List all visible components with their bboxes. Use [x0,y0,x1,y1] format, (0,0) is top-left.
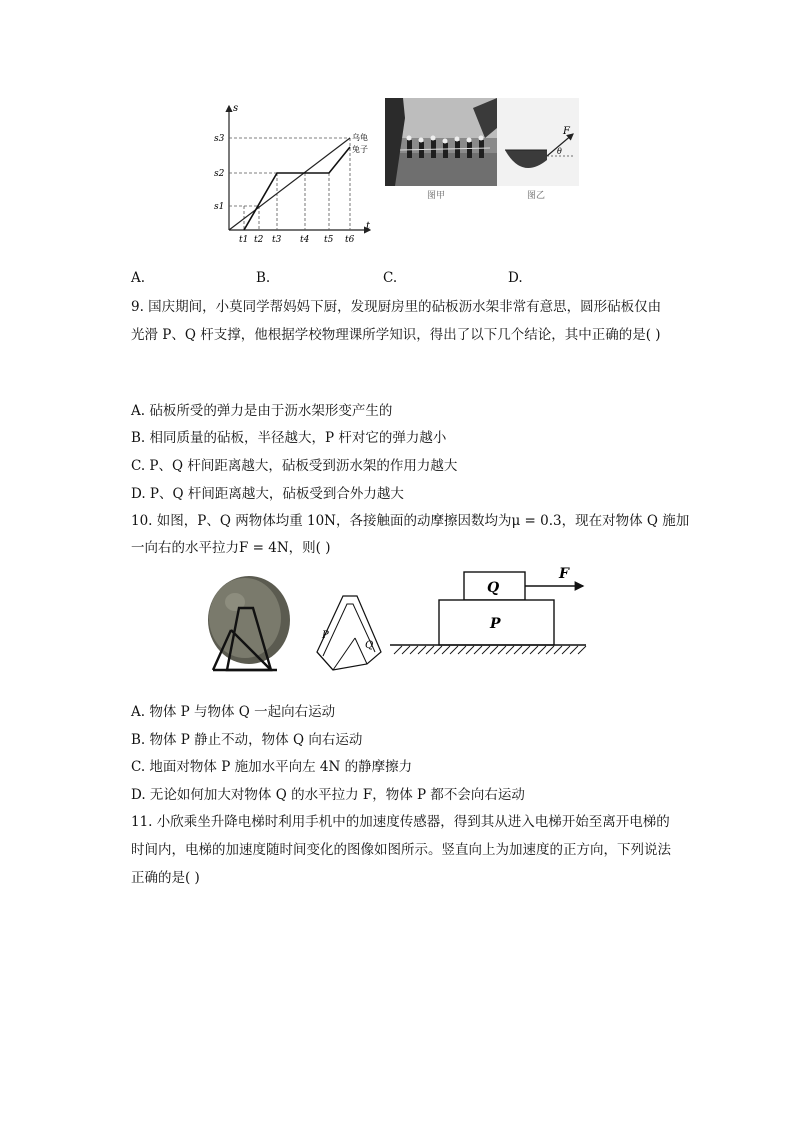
block-q-label: Q [487,580,500,596]
blocks-figure [388,562,588,662]
label-theta: θ [557,147,562,156]
q10-option-c: C. 地面对物体 P 施加水平向左 4N 的静摩擦力 [131,759,413,775]
tick-s2: s2 [214,169,225,179]
st-graph [212,100,382,248]
caption-jia: 图甲 [427,191,446,201]
board-rack-photo [205,572,297,674]
tick-s1: s1 [214,202,225,212]
tick-t1: t1 [239,235,249,245]
force-label: F [559,566,569,582]
tug-of-war-photo [385,98,497,204]
rack-label-p: P [322,630,329,641]
q11-stem-line2: 时间内，电梯的加速度随时间变化的图像如图所示。竖直向上为加速度的正方向，下列说法 [131,842,671,858]
q9-stem-line1: 9. 国庆期间，小莫同学帮妈妈下厨，发现厨房里的砧板沥水架非常有意思，圆形砧板仅由 [131,299,662,315]
st-axis-t: t [366,221,371,232]
q8-option-b: B. [256,270,271,286]
rabbit-line [244,147,350,230]
legend-turtle: 乌龟 [352,133,368,142]
q10-option-a: A. 物体 P 与物体 Q 一起向右运动 [131,704,336,720]
rack-sketch [313,594,385,672]
tick-t4: t4 [300,235,310,245]
turtle-line [229,138,350,230]
caption-yi: 图乙 [527,191,546,201]
q8-option-c: C. [383,270,398,286]
q10-option-d: D. 无论如何加大对物体 Q 的水平拉力 F，物体 P 都不会向右运动 [131,787,525,803]
tick-s3: s3 [214,134,225,144]
tick-t5: t5 [324,235,334,245]
st-axis-s: s [233,103,239,114]
pan-figure [497,98,579,204]
tick-t3: t3 [272,235,282,245]
rack-label-q: Q [365,640,374,651]
q9-option-d: D. P、Q 杆间距离越大，砧板受到合外力越大 [131,486,404,502]
q11-stem-line1: 11. 小欣乘坐升降电梯时利用手机中的加速度传感器，得到其从进入电梯开始至离开电梯的 [131,814,670,830]
q11-stem-line3: 正确的是( ) [131,870,200,886]
q9-stem-line2: 光滑 P、Q 杆支撑，他根据学校物理课所学知识，得出了以下几个结论，其中正确的是( ) [131,327,661,343]
q10-stem-line1: 10. 如图，P、Q 两物体均重 10N，各接触面的动摩擦因数均为μ = 0.3，现在对物体 Q 施加 [131,513,690,529]
tick-t6: t6 [345,235,355,245]
q8-option-d: D. [508,270,523,286]
q9-option-a: A. 砧板所受的弹力是由于沥水架形变产生的 [131,403,393,419]
q9-option-b: B. 相同质量的砧板，半径越大，P 杆对它的弹力越小 [131,430,447,446]
q10-option-b: B. 物体 P 静止不动，物体 Q 向右运动 [131,732,363,748]
block-p-label: P [490,616,501,632]
q10-stem-line2: 一向右的水平拉力F = 4N，则( ) [131,540,331,556]
tick-t2: t2 [254,235,264,245]
legend-rabbit: 兔子 [352,145,368,154]
label-force-F: F [563,126,570,137]
q9-option-c: C. P、Q 杆间距离越大，砧板受到沥水架的作用力越大 [131,458,458,474]
q8-option-a: A. [131,270,146,286]
